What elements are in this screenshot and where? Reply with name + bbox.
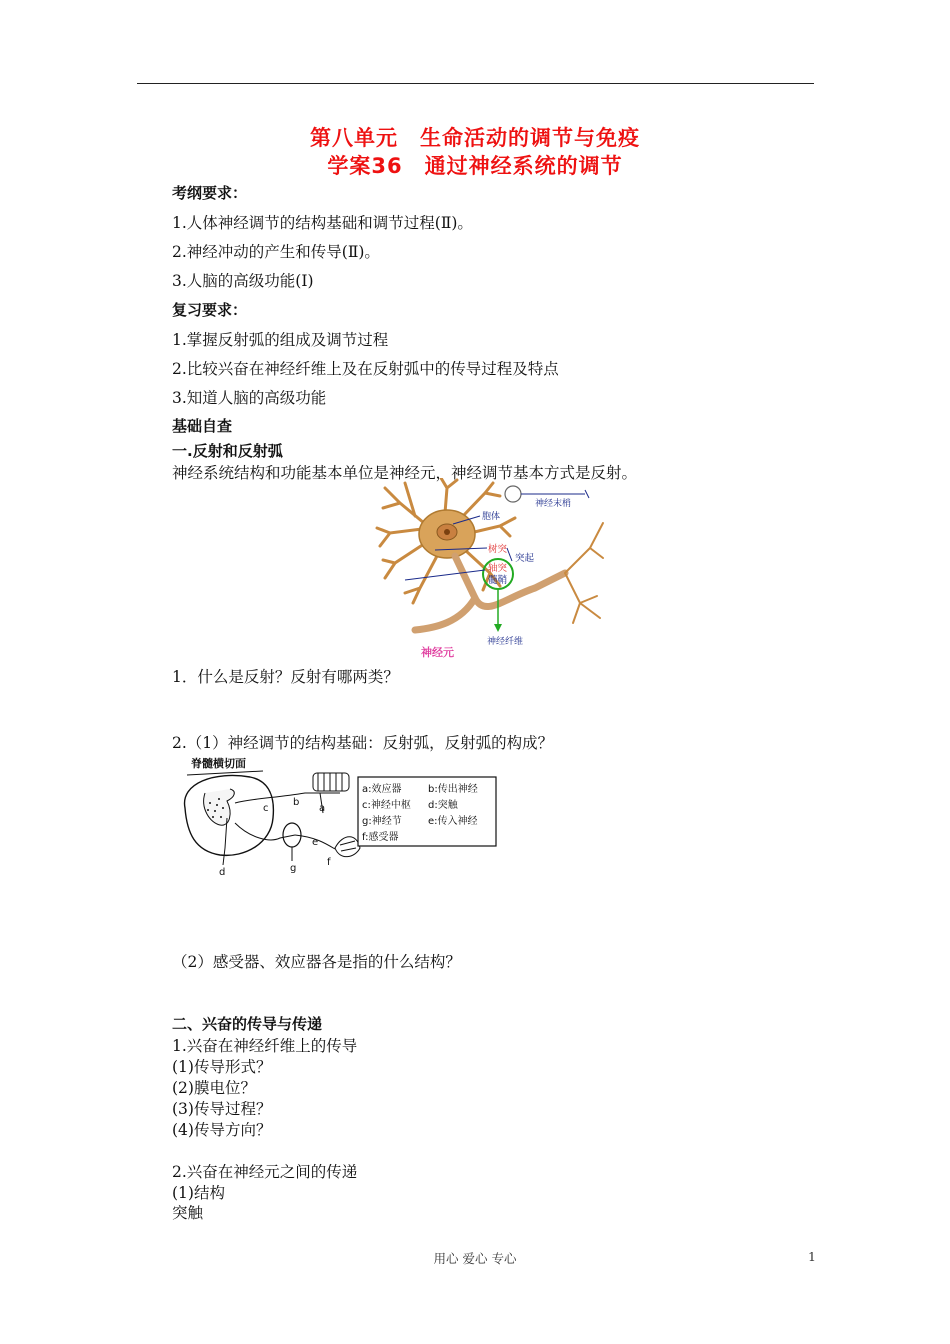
page-number: 1 xyxy=(808,1249,816,1264)
legend-d: d:突触 xyxy=(428,800,458,811)
section2-sub2: 2.兴奋在神经元之间的传递 xyxy=(172,1163,358,1181)
section2-item: (3)传导过程？ xyxy=(172,1100,272,1118)
page-footer: 用心 爱心 专心 xyxy=(433,1251,517,1266)
reflex-arc-diagram xyxy=(175,753,505,881)
neuron-diagram xyxy=(375,478,605,662)
fuxi-heading: 复习要求： xyxy=(172,301,248,319)
question-2-2: （2）感受器、效应器各是指的什么结构？ xyxy=(172,953,461,971)
kaogang-item: 3.人脑的高级功能(Ⅰ) xyxy=(172,272,314,290)
unit-title: 第八单元 生命活动的调节与免疫 xyxy=(310,126,640,150)
header-rule xyxy=(137,83,814,84)
legend-e: e:传入神经 xyxy=(428,816,478,827)
section2-sub2-item: (1)结构 xyxy=(172,1184,225,1202)
reflex-title: 脊髓横切面 xyxy=(191,757,246,770)
kaogang-item: 2.神经冲动的产生和传导(Ⅱ)。 xyxy=(172,243,380,261)
section2-sub1: 1.兴奋在神经纤维上的传导 xyxy=(172,1037,358,1055)
label-process: 突起 xyxy=(515,553,535,564)
fuxi-item: 3.知道人脑的高级功能 xyxy=(172,389,327,407)
question-2: 2.（1）神经调节的结构基础：反射弧，反射弧的构成？ xyxy=(172,734,554,752)
legend-c: c:神经中枢 xyxy=(362,800,411,811)
label-soma: 胞体 xyxy=(482,512,501,522)
section2-sub2-item: 突触 xyxy=(172,1204,204,1222)
label-terminal: 神经末梢 xyxy=(535,499,572,509)
letter-c: c xyxy=(263,803,269,814)
kaogang-heading: 考纲要求： xyxy=(172,184,248,202)
jichu-heading: 基础自查 xyxy=(172,417,233,435)
letter-f: f xyxy=(327,857,331,868)
legend-b: b:传出神经 xyxy=(428,784,478,795)
letter-e: e xyxy=(312,837,319,848)
section1-heading: 一.反射和反射弧 xyxy=(172,442,283,460)
label-axon: 轴突 xyxy=(488,563,508,574)
question-1: 1．什么是反射？反射有哪两类？ xyxy=(172,668,399,686)
legend-g: g:神经节 xyxy=(362,816,402,827)
letter-g: g xyxy=(290,863,297,874)
section2-item: (1)传导形式？ xyxy=(172,1058,272,1076)
label-fiber: 神经纤维 xyxy=(487,637,524,647)
legend-a: a:效应器 xyxy=(362,784,402,795)
section1-intro: 神经系统结构和功能基本单位是神经元，神经调节基本方式是反射。 xyxy=(172,464,638,482)
legend-f: f:感受器 xyxy=(362,832,399,843)
section2-item: (2)膜电位？ xyxy=(172,1079,256,1097)
fuxi-item: 2.比较兴奋在神经纤维上及在反射弧中的传导过程及特点 xyxy=(172,360,559,378)
letter-b: b xyxy=(293,797,300,808)
letter-a: a xyxy=(319,803,326,814)
label-dendrite: 树突 xyxy=(488,544,508,555)
lesson-title: 学案36 通过神经系统的调节 xyxy=(327,154,623,178)
label-myelin: 髓鞘 xyxy=(488,575,508,586)
fuxi-item: 1.掌握反射弧的组成及调节过程 xyxy=(172,331,389,349)
kaogang-item: 1.人体神经调节的结构基础和调节过程(Ⅱ)。 xyxy=(172,214,473,232)
section2-item: (4)传导方向？ xyxy=(172,1121,272,1139)
letter-d: d xyxy=(219,867,226,878)
label-caption: 神经元 xyxy=(421,646,454,659)
section2-heading: 二、兴奋的传导与传递 xyxy=(172,1015,323,1033)
